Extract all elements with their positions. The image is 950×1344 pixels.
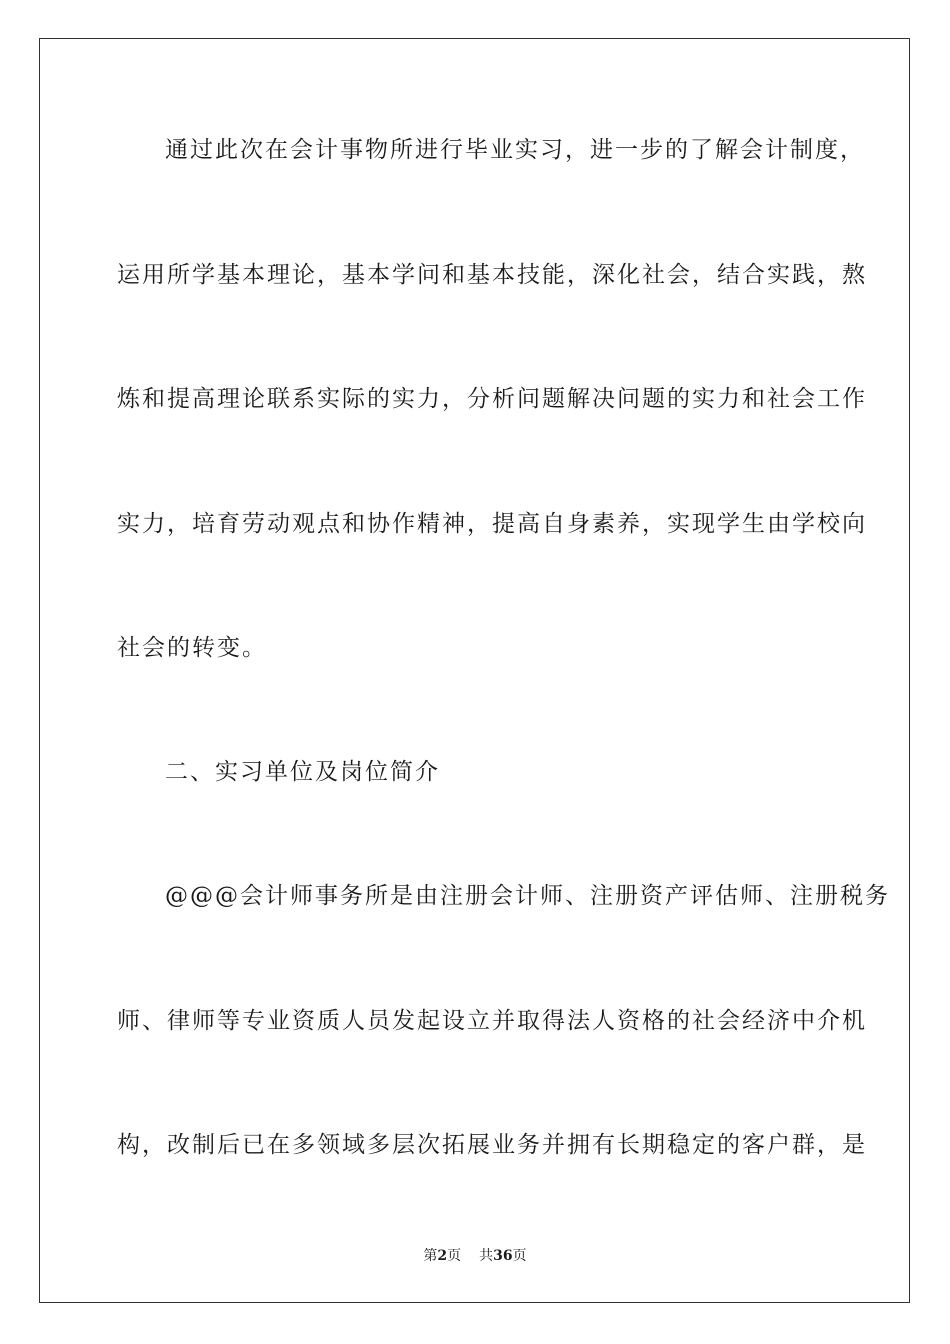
paragraph-line: 社会的转变。 — [117, 635, 267, 661]
page-label-prefix: 第 — [423, 1248, 438, 1264]
paragraph-line: 构，改制后已在多领域多层次拓展业务并拥有长期稳定的客户群，是 — [117, 1132, 867, 1158]
paragraph-line: 炼和提高理论联系实际的实力，分析问题解决问题的实力和社会工作 — [117, 386, 867, 412]
paragraph-line: @@@会计师事务所是由注册会计师、注册资产评估师、注册税务 — [165, 883, 890, 909]
paragraph-line: 实力，培育劳动观点和协作精神，提高自身素养，实现学生由学校向 — [117, 511, 867, 537]
total-pages: 36 — [493, 1248, 513, 1264]
section-heading: 二、实习单位及岗位简介 — [165, 759, 440, 785]
paragraph-line: 运用所学基本理论，基本学问和基本技能，深化社会，结合实践，熬 — [117, 262, 867, 288]
paragraph-line: 师、律师等专业资质人员发起设立并取得法人资格的社会经济中介机 — [117, 1008, 867, 1034]
total-label-prefix: 共 — [479, 1248, 494, 1264]
total-label-suffix: 页 — [512, 1248, 527, 1264]
page-border — [39, 38, 910, 1303]
page-number: 2 — [437, 1248, 448, 1264]
page-footer — [0, 1246, 950, 1266]
page-label-suffix: 页 — [447, 1248, 462, 1264]
paragraph-line: 通过此次在会计事物所进行毕业实习，进一步的了解会计制度， — [165, 137, 865, 163]
